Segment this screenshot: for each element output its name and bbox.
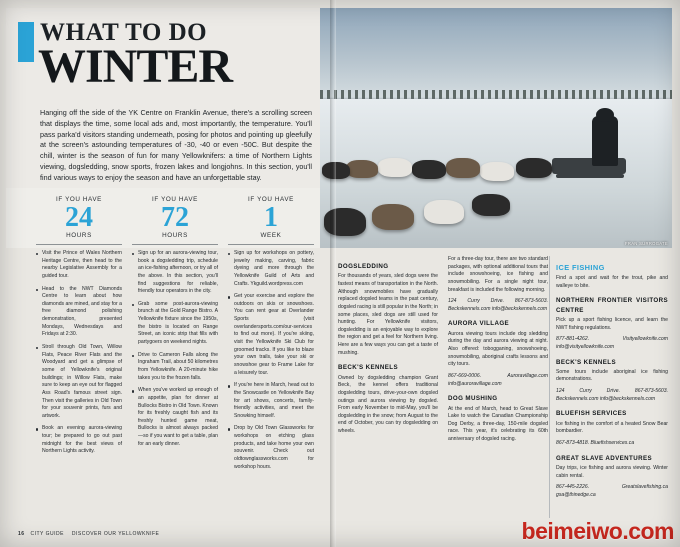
if-you-have-number: 24	[65, 202, 93, 233]
if-you-have-list	[36, 250, 122, 456]
column-divider	[549, 256, 550, 518]
list-item: Sign up for workshops on pottery, jewelry making, carving, fabric dyeing and more through the Yellowknife Guild of Arts and Crafts. Ykguild.wordpress.com	[228, 250, 314, 288]
section-heading-aurora-village: AURORA VILLAGE	[448, 320, 510, 328]
list-item: Grab some post-aurora-viewing brunch at the Gold Range Bistro. A Yellowknife fixture since the 1950s, the bistro is located on Range Street, an iconic strip that fills with partygoers on weekend nights.	[132, 301, 218, 347]
photo-sled-dog	[378, 158, 412, 177]
list-item: Book an evening aurora-viewing tour; be prepared to go out past midnight for the best views of Northern Lights activity.	[36, 425, 122, 456]
list-item: Sign up for an aurora-viewing tour, book a dogsledding trip, schedule an ice-fishing afternoon, or try all of the above. In this section, you'll find suggestions for reliable, friendly tour operators in the city.	[132, 250, 218, 296]
contact-info: 124 Curry Drive. 867-873-5603. Beckskennels.com info@beckskennels.com	[448, 298, 548, 312]
if-you-have-unit: HOURS	[162, 232, 188, 239]
list-item: When you've worked up enough of an appetite, plan for dinner at Bullocks Bistro in Old Town. Known for its freshly caught fish and its freshly hunted game meat, Bullocks is almost always packed—so if you want to get a table, plan for an early dinner.	[132, 387, 218, 448]
page-gutter	[330, 0, 336, 547]
photo-sled-dog	[516, 158, 552, 178]
page-footer	[18, 531, 159, 537]
photo-sled-dog	[472, 194, 510, 216]
body-text: At the end of March, head to Great Slave Lake to watch the Canadian Championship Dog Derby, a three-day, 150-mile dogsled race. This year, it's celebrating its 60th anniversary of dogsled racing.	[448, 405, 548, 443]
body-text: For thousands of years, sled dogs were the fastest means of transportation in the North. Although snowmobiles have gradually replaced dogsled teams in the past century, dogsled racing is still popular in the North; in some places, sled dogs are still used for hunting. For Yellowknife visitors, dogsledding is an enjoyable way to explore the region and get a feel for Northern living. Here are a few ways you can get a taste of mushing.	[338, 273, 438, 356]
body-text: Aurora viewing tours include dog sledding during the day and aurora viewing at night. Also offered: tobogganing, snowshoeing, snowmobiling, aboriginal crafts lessons and city tours.	[448, 330, 548, 368]
if-you-have-columns	[36, 196, 318, 476]
if-you-have-72-hours	[132, 196, 218, 476]
publication-name: DISCOVER OUR YELLOWKNIFE	[71, 531, 160, 537]
page-title-line1: WHAT TO DO	[40, 19, 208, 46]
section-heading-northern-frontier-visitors-centre: NORTHERN FRONTIER VISITORS CENTRE	[556, 297, 668, 314]
if-you-have-list	[228, 250, 314, 471]
body-text: Pick up a sport fishing licence, and learn the NWT fishing regulations.	[556, 316, 668, 331]
photo-sled-dog	[372, 204, 414, 230]
if-you-have-unit: WEEK	[260, 232, 282, 239]
section-heading-becks-kennels-fishing: BECK'S KENNELS	[556, 358, 617, 366]
body-text: Day trips, ice fishing and aurora viewing. Winter cabin rental.	[556, 464, 668, 479]
photo-musher-hood	[596, 108, 614, 122]
if-you-have-number: 72	[161, 202, 189, 233]
photo-sled-rails	[556, 174, 624, 178]
divider	[228, 244, 314, 245]
if-you-have-24-hours	[36, 196, 122, 476]
section-heading-bluefish-services: BLUEFISH SERVICES	[556, 410, 627, 418]
body-text: Some tours include aboriginal ice fishing demonstrations.	[556, 368, 668, 383]
body-text: Owned by dogsledding champion Grant Beck, the kennel offers traditional dogsledding tours, drive-your-own dogsled outings and aurora viewing by dogsled. From early November to mid-May, you'll be dogsledding in the snow; from August to the end of October, you can try dogsledding on wheels.	[338, 374, 438, 435]
dogsledding-photo	[320, 8, 672, 248]
photo-sled-dog	[446, 158, 480, 178]
if-you-have-list	[132, 250, 218, 448]
if-you-have-label: IF YOU HAVE	[248, 196, 294, 203]
list-item: Stroll through Old Town, Willow Flats, Peace River Flats and the Woodyard and get a glimpse of some of Yellowknife's original buildings; in Willow Flats, make sure to keep an eye out for flagged Ass Road's famous street sign. Then visit the galleries in Old Town for your souvenir prints, furs and artwork.	[36, 344, 122, 420]
accent-bar	[18, 22, 34, 62]
contact-info: 877-881-4262. Visityellowknife.com info@visityellowknife.com	[556, 336, 668, 350]
section-heading-dogsledding: DOGSLEDDING	[338, 263, 389, 270]
right-column-1	[338, 256, 438, 440]
section-heading-great-slave-adventures: GREAT SLAVE ADVENTURES	[556, 454, 653, 462]
intro-paragraph: Hanging off the side of the YK Centre on Franklin Avenue, there's a scrolling screen that displays the time, some local ads and, most importantly, the temperature. You'll pass parka'd visitors standing underneath, posing for photos and pointing up gleefully at the screen's astounding temperatures of -30, -40 or even -50C. But despite the chill, winter is the season of fun for many Yellowknifers: a time of Northern Lights viewing, dogsledding, snow sports, frozen lakes and longjohns. In this section, you'll find various ways to enjoy the season and have an unforgettable stay.	[40, 108, 312, 182]
if-you-have-unit: HOURS	[66, 232, 92, 239]
contact-info: 867-669-0006. Auroravillage.com info@auroravillage.com	[448, 372, 548, 387]
list-item: Drive to Cameron Falls along the Ingraham Trail, about 50 kilometres from Yellowknife. A 20-minute hike takes you to the frozen falls.	[132, 352, 218, 383]
right-column-2	[448, 256, 548, 448]
right-column-3	[556, 256, 668, 503]
body-text: Find a spot and wait for the trout, pike and walleye to bite.	[556, 275, 668, 289]
body-text: For a three-day tour, there are two standard packages, with optional additional tours that include snowshoeing, ice fishing and snowmobiling. For a single night tour, breakfast is included the following morning.	[448, 256, 548, 293]
page-number: 16	[18, 531, 25, 537]
photo-sled-dog	[346, 160, 378, 178]
photo-sled-dog	[424, 200, 464, 224]
if-you-have-number: 1	[264, 202, 278, 233]
watermark: beimeiwo.com	[521, 518, 674, 544]
divider	[36, 244, 122, 245]
photo-musher	[592, 116, 618, 166]
if-you-have-label: IF YOU HAVE	[56, 196, 102, 203]
photo-sled-dog	[412, 160, 446, 179]
list-item: Drop by Old Town Glassworks for workshops on etching glass products, and take home your own souvenir. Check out oldtownglassworks.com for workshop hours.	[228, 425, 314, 471]
list-item: Get your exercise and explore the outdoors on skis or snowshoes. You can rent gear at Overlander Sports (visit overlandersports.com/our-services to find out more). If you're skiing, visit the Yellowknife Ski Club for groomed tracks. If you like to blaze your own trails, take your ski or snowshoe gear to Frame Lake for a leisurely tour.	[228, 293, 314, 377]
page-title-line2: WINTER	[38, 40, 233, 93]
section-heading-becks-kennels: BECK'S KENNELS	[338, 364, 399, 372]
page-label: CITY GUIDE	[30, 531, 64, 537]
list-item: Head to the NWT Diamonds Centre to learn about how diamonds are mined, and stay for a free diamond polishing demonstration, presented Mondays, Wednesdays and Fridays at 2:30.	[36, 286, 122, 339]
if-you-have-1-week	[228, 196, 314, 476]
section-heading-ice-fishing: ICE FISHING	[556, 263, 605, 272]
section-heading-dog-mushing: DOG MUSHING	[448, 395, 498, 403]
if-you-have-label: IF YOU HAVE	[152, 196, 198, 203]
body-text: Ice fishing in the comfort of a heated Snow Bear bombardier.	[556, 420, 668, 435]
contact-info: 867-445-2226. Greatslavefishing.ca gsa@thinedge.ca	[556, 484, 668, 498]
list-item: Visit the Prince of Wales Northern Heritage Centre, then head to the nearby Legislative Assembly for a guided tour.	[36, 250, 122, 281]
contact-info: 867-873-4818. Bluefishservices.ca	[556, 439, 635, 446]
divider	[132, 244, 218, 245]
photo-credit: FRAN SURROGATE	[625, 241, 668, 246]
photo-sled-dog	[322, 162, 350, 179]
photo-sled-dog	[480, 162, 514, 181]
contact-info: 124 Curry Drive. 867-873-5603. Beckskennels.com info@beckskennels.com	[556, 388, 668, 402]
list-item: If you're here in March, head out to the Snowcastle on Yellowknife Bay for art shows, concerts, family-friendly activities, and meet the Snowking himself.	[228, 382, 314, 420]
